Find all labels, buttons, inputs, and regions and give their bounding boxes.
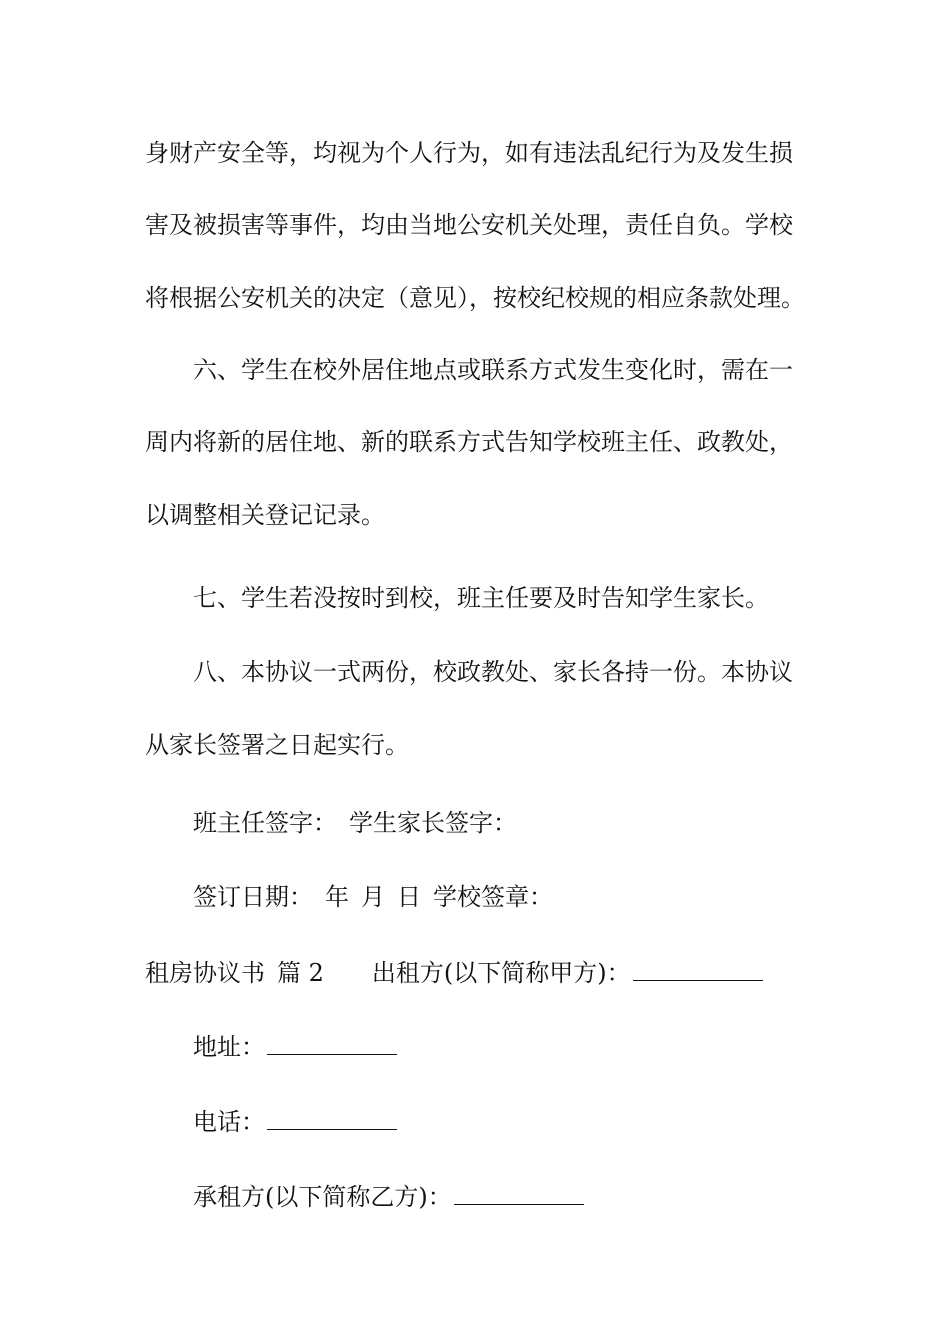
- signature-line: [193, 808, 517, 838]
- paragraph-line: 将根据公安机关的决定（意见），按校纪校规的相应条款处理。: [145, 284, 805, 312]
- phone-blank: [267, 1107, 397, 1130]
- lessee-label: 承租方(以下简称乙方)：: [193, 1183, 452, 1211]
- lessor-label: 出租方(以下简称甲方)：: [371, 959, 631, 987]
- clause-six-line: 六、学生在校外居住地点或联系方式发生变化时，需在一: [193, 356, 793, 384]
- lessee-line: [193, 1182, 584, 1212]
- address-label: 地址：: [193, 1033, 265, 1061]
- paragraph-line: 以调整相关登记记录。: [145, 501, 385, 529]
- phone-line: [193, 1107, 397, 1137]
- seal-label: 学校签章：: [433, 883, 553, 911]
- day-label: 日: [397, 883, 421, 911]
- paragraph-line: 从家长签署之日起实行。: [145, 731, 409, 759]
- address-line: [193, 1032, 397, 1062]
- month-label: 月: [361, 883, 385, 911]
- year-label: 年: [325, 883, 349, 911]
- teacher-signature-label: 班主任签字：: [193, 809, 337, 837]
- section-title: 租房协议书: [145, 959, 265, 987]
- clause-seven-line: 七、学生若没按时到校，班主任要及时告知学生家长。: [193, 584, 769, 612]
- clause-eight-line: 八、本协议一式两份，校政教处、家长各持一份。本协议: [193, 658, 793, 686]
- section-part: 篇 2: [277, 959, 324, 987]
- paragraph-line: 身财产安全等，均视为个人行为，如有违法乱纪行为及发生损: [145, 139, 793, 167]
- paragraph-line: 周内将新的居住地、新的联系方式告知学校班主任、政教处，: [145, 428, 793, 456]
- section-two-header: [145, 958, 763, 988]
- parent-signature-label: 学生家长签字：: [349, 809, 517, 837]
- lessor-blank: [633, 958, 763, 981]
- phone-label: 电话：: [193, 1108, 265, 1136]
- date-line: [193, 882, 553, 912]
- date-label: 签订日期：: [193, 883, 313, 911]
- address-blank: [267, 1032, 397, 1055]
- lessee-blank: [454, 1182, 584, 1205]
- paragraph-line: 害及被损害等事件，均由当地公安机关处理，责任自负。学校: [145, 211, 793, 239]
